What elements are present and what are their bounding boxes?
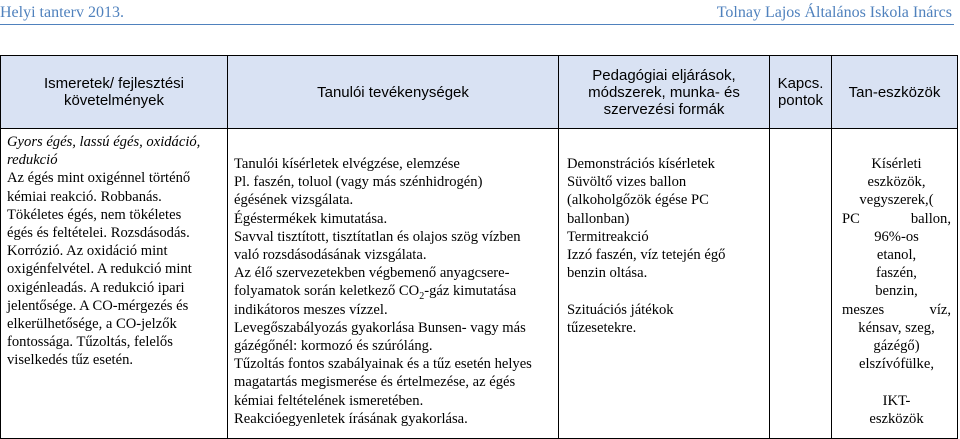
text-fragment: folyamatok során keletkező CO bbox=[234, 283, 420, 300]
text-fragment: ballon, bbox=[910, 210, 951, 227]
col-header-connections: Kapcs. pontok bbox=[770, 56, 832, 129]
text-line: Süvöltő vizes ballon bbox=[567, 174, 687, 191]
text-line: 96%-os bbox=[874, 228, 919, 245]
text-line: magatartás megismerése és értelmezése, az égés bbox=[234, 374, 516, 391]
text-line: kénsav, szeg, bbox=[858, 319, 935, 336]
text-line: Savval tisztított, tisztítatlan és olajos szög vízben bbox=[234, 228, 521, 245]
text-line: viselkedés tűz esetén. bbox=[7, 352, 134, 369]
topic-line: redukció bbox=[7, 152, 58, 169]
text-line: Égéstermékek kimutatása. bbox=[234, 210, 388, 227]
subscript-2: 2 bbox=[419, 291, 425, 303]
col-header-activities: Tanulói tevékenységek bbox=[228, 56, 559, 129]
line-gap bbox=[567, 282, 765, 300]
text-line: elkerülhetősége, a CO-jelzők bbox=[7, 316, 177, 333]
text-line: Az élő szervezetekben végbemenő anyagcsere- bbox=[234, 265, 510, 282]
text-fragment: -gáz kimutatása bbox=[424, 283, 517, 300]
text-line-co2 bbox=[234, 282, 554, 303]
text-line: égésének vizsgálata. bbox=[234, 192, 354, 209]
text-line: Termitreakció bbox=[567, 228, 649, 245]
text-line: tűzesetekre. bbox=[567, 319, 637, 336]
line-gap bbox=[842, 373, 951, 391]
text-line: Korrózió. Az oxidáció mint bbox=[7, 243, 168, 260]
text-line: elszívófülke, bbox=[859, 356, 934, 373]
text-line: fontossága. Tűzoltás, felelős bbox=[7, 334, 173, 351]
text-line: Tanulói kísérletek elvégzése, elemzése bbox=[234, 156, 460, 172]
header-rule bbox=[0, 24, 954, 25]
table-row bbox=[1, 129, 958, 439]
text-line: kémiai reakció. Robbanás. bbox=[7, 188, 162, 205]
cell-tools bbox=[832, 129, 958, 439]
text-fragment: PC bbox=[842, 210, 860, 227]
text-line: kémiai feltételének ismeretében. bbox=[234, 392, 424, 409]
text-line bbox=[842, 210, 951, 228]
text-line: Tűzoltás fontos szabályainak és a tűz esetén helyes bbox=[234, 356, 532, 373]
text-line: eszközök, bbox=[867, 174, 926, 191]
text-line: oxigénleadás. A redukció ipari bbox=[7, 279, 185, 296]
text-line: vegyszerek,( bbox=[859, 192, 934, 209]
text-line: benzin oltása. bbox=[567, 265, 648, 282]
text-line: Levegőszabályozás gyakorlása Bunsen- vagy más bbox=[234, 319, 526, 336]
text-line: (alkoholgőzök égése PC bbox=[567, 192, 709, 209]
text-line: IKT- bbox=[882, 392, 911, 409]
cell-activities bbox=[228, 129, 559, 439]
text-line: Tökéletes égés, nem tökéletes bbox=[7, 206, 182, 223]
text-fragment: meszes bbox=[842, 301, 885, 318]
document-header-left: Helyi tanterv 2013. bbox=[0, 4, 124, 21]
text-line: Szituációs játékok bbox=[567, 301, 674, 318]
cell-connections bbox=[770, 129, 832, 439]
text-line: Izzó faszén, víz tetején égő bbox=[567, 247, 726, 264]
text-line: eszközök bbox=[869, 410, 924, 427]
text-line: jelentősége. A CO-mérgezés és bbox=[7, 297, 189, 314]
text-line: etanol, bbox=[876, 247, 917, 264]
text-line: Demonstrációs kísérletek bbox=[567, 156, 715, 172]
col-header-knowledge: Ismeretek/ fejlesztési követelmények bbox=[1, 56, 228, 129]
col-header-tools: Tan-eszközök bbox=[832, 56, 958, 129]
text-line: gázégő) bbox=[873, 338, 920, 355]
text-line: Az égés mint oxigénnel történő bbox=[7, 170, 191, 187]
text-line bbox=[842, 301, 951, 319]
text-line: Kísérleti bbox=[871, 156, 922, 172]
text-line: oxigénfelvétel. A redukció mint bbox=[7, 261, 192, 278]
col-header-methods: Pedagógiai eljárások, módszerek, munka- és szervezési formák bbox=[559, 56, 770, 129]
curriculum-table bbox=[0, 55, 958, 439]
text-line: faszén, bbox=[876, 265, 917, 282]
text-line: Reakcióegyenletek írásának gyakorlása. bbox=[234, 410, 468, 427]
text-fragment: víz, bbox=[929, 301, 951, 318]
text-line: Pl. faszén, toluol (vagy más szénhidrogén) bbox=[234, 174, 483, 191]
text-line: benzin, bbox=[875, 283, 918, 300]
text-line: való rozsdásodásának vizsgálata. bbox=[234, 247, 427, 264]
table-header-row bbox=[1, 56, 958, 129]
text-line: égés és feltételei. Rozsdásodás. bbox=[7, 225, 190, 242]
cell-knowledge bbox=[1, 129, 228, 439]
text-line: ballonban) bbox=[567, 210, 630, 227]
text-line: gázégőnél: kormozó és szúróláng. bbox=[234, 338, 433, 355]
document-header-right: Tolnay Lajos Általános Iskola Inárcs bbox=[716, 4, 952, 21]
text-line: indikátoros meszes vízzel. bbox=[234, 301, 388, 318]
topic-line: Gyors égés, lassú égés, oxidáció, bbox=[7, 134, 201, 150]
cell-methods bbox=[559, 129, 770, 439]
